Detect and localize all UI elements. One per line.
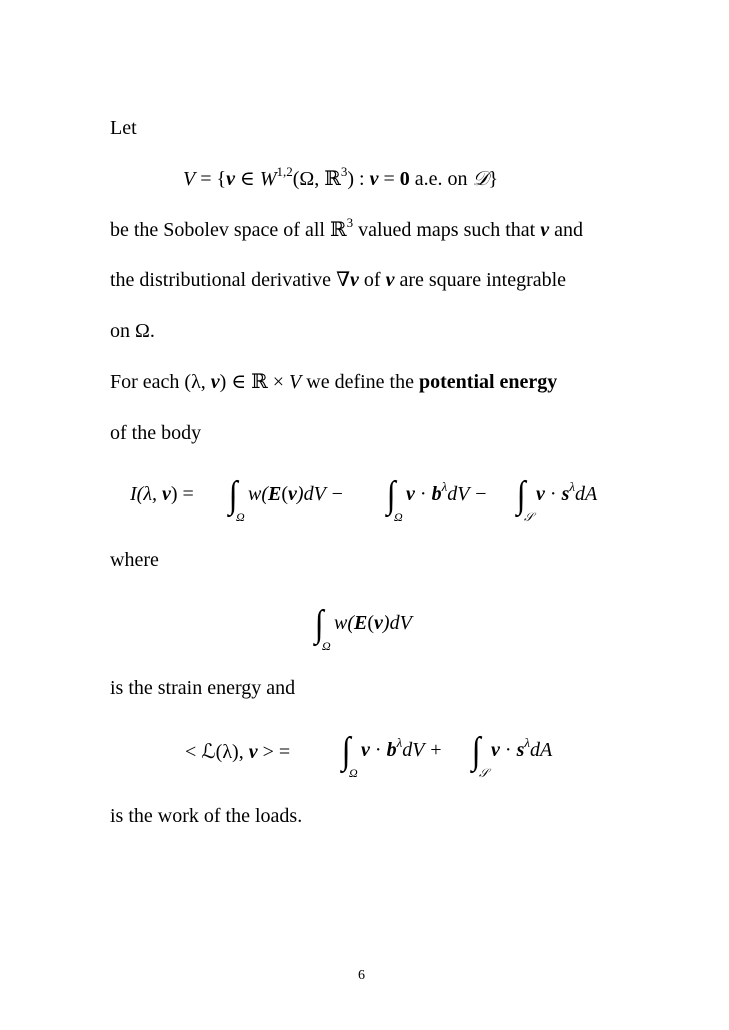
text-line1-v: v	[540, 219, 550, 241]
text-line4-b: ) ∈ ℝ ×	[219, 371, 290, 393]
text-line2-a: the distributional derivative	[110, 269, 337, 291]
eq-i-s: s	[561, 483, 570, 505]
eq-l-t2v: v	[491, 739, 500, 761]
text-work: is the work of the loads.	[110, 805, 303, 827]
eq-i-E: E	[268, 483, 282, 505]
eq-l-t1v: v	[361, 739, 370, 761]
text-line2-nabla: ∇	[336, 269, 351, 291]
eq-v-R-sup: 3	[340, 164, 348, 179]
eq-v-equals2: =	[383, 168, 395, 190]
eq-i-v: v	[161, 483, 171, 505]
paragraph-work	[110, 804, 302, 828]
integral-subscript-omega: Ω	[394, 510, 403, 524]
text-potential-energy: potential energy	[419, 371, 558, 393]
integral-subscript-omega: Ω	[322, 639, 331, 653]
eq-l-t1c: dV +	[402, 739, 443, 761]
paragraph-let	[110, 116, 137, 140]
eq-v-D: 𝒟	[472, 168, 489, 190]
equation-work-of-loads	[185, 730, 585, 789]
text-line3-omega: Ω.	[135, 320, 155, 342]
eq-v-R: ℝ	[324, 166, 341, 190]
eq-i-lambda: λ	[441, 479, 448, 494]
eq-v-close: ) :	[347, 168, 365, 190]
eq-v-lbrace: {	[216, 168, 227, 190]
eq-i-t1c: )dV −	[296, 483, 344, 505]
paragraph-where	[110, 548, 159, 572]
eq-v-W: W	[259, 168, 277, 190]
eq-l-lhs: < ℒ(λ),	[185, 741, 249, 763]
eq-l-v: v	[248, 741, 258, 763]
equation-strain-energy	[308, 603, 458, 662]
paragraph-line-5	[110, 421, 201, 445]
text-line4-c: we define the	[301, 371, 419, 393]
eq-i-lhs: I(λ,	[130, 483, 162, 505]
eq-i-t1v: v	[288, 483, 297, 505]
integral-sign: ∫	[386, 474, 396, 516]
paragraph-line-2	[110, 268, 566, 292]
integral-sign: ∫	[471, 730, 481, 772]
eq-l-lambda2: λ	[524, 735, 530, 750]
eq-v-equals: =	[200, 168, 212, 190]
text-line2-c: are square integrable	[394, 269, 567, 291]
text-line2-b: of	[358, 269, 386, 291]
eq-i-t3c: dA	[575, 483, 598, 505]
text-let: Let	[110, 117, 137, 139]
integral-subscript-s: 𝒮	[524, 510, 534, 524]
eq-l-dot2: ·	[499, 739, 517, 761]
eq-i-t1a: w(	[248, 483, 268, 505]
text-line2-v: v	[350, 269, 359, 291]
text-line4-V: V	[289, 371, 302, 393]
eq-v-lhs: V	[183, 168, 196, 190]
text-strain: is the strain energy and	[110, 677, 296, 699]
eq-i-b: b	[431, 483, 442, 505]
eq-i-term1	[248, 483, 344, 506]
eq-i-term2	[406, 479, 488, 506]
integral-sign: ∫	[341, 730, 351, 772]
eq-i-t3v: v	[536, 483, 545, 505]
eq-v-ae: a.e. on	[414, 168, 468, 190]
integral-subscript-s: 𝒮	[479, 766, 489, 780]
eq-l-lambda: λ	[396, 735, 403, 750]
eq-l-term1	[361, 735, 443, 762]
eq-l-term2	[491, 735, 553, 762]
eq-v-args: (Ω,	[292, 168, 325, 190]
paragraph-line-1	[110, 217, 583, 242]
eq-v-zero: 0	[399, 168, 410, 190]
page-number: 6	[358, 968, 365, 983]
eq-w-b: (	[367, 612, 375, 634]
eq-i-term3	[536, 479, 598, 506]
eq-w-v: v	[374, 612, 383, 634]
eq-i-dot: ·	[414, 483, 432, 505]
eq-v-var2: v	[369, 168, 379, 190]
eq-v-var: v	[226, 168, 235, 190]
paragraph-line-4	[110, 370, 557, 394]
text-where: where	[110, 549, 159, 571]
eq-l-s: s	[516, 739, 525, 761]
text-line1-b: valued maps such that	[353, 219, 541, 241]
eq-i-lhs-close: ) =	[170, 483, 194, 505]
eq-i-lambda2: λ	[569, 479, 575, 494]
eq-w-a: w(	[334, 612, 354, 634]
integral-subscript-omega: Ω	[236, 510, 245, 524]
eq-v-rbrace: }	[488, 168, 499, 190]
eq-l-t2c: dA	[530, 739, 553, 761]
eq-l-b: b	[386, 739, 397, 761]
equation-sobolev-space	[183, 166, 498, 191]
eq-l-lhs-close: > =	[257, 741, 291, 763]
text-line2-v2: v	[385, 269, 395, 291]
text-line1-sup: 3	[346, 215, 354, 230]
text-line4-pair: (λ,	[184, 371, 211, 393]
integral-sign: ∫	[228, 474, 238, 516]
integral-subscript-omega: Ω	[349, 766, 358, 780]
eq-v-in: ∈	[240, 168, 255, 190]
integral-sign: ∫	[314, 603, 324, 645]
eq-w-term	[334, 612, 412, 635]
eq-i-t1b: (	[281, 483, 289, 505]
text-line5: of the body	[110, 422, 202, 444]
text-line4-v: v	[210, 371, 220, 393]
eq-w-E: E	[354, 612, 368, 634]
integral-sign: ∫	[516, 474, 526, 516]
paragraph-strain	[110, 676, 295, 700]
text-line1-c: and	[549, 219, 584, 241]
text-line3-a: on	[110, 320, 135, 342]
text-line4-a: For each	[110, 371, 185, 393]
equation-potential-energy	[130, 474, 630, 533]
eq-w-c: )dV	[382, 612, 412, 634]
eq-i-t2c: dV −	[447, 483, 488, 505]
eq-i-t2v: v	[406, 483, 415, 505]
eq-v-W-sup: 1,2	[276, 164, 293, 179]
eq-l-lhs-group	[185, 739, 290, 764]
paragraph-line-3	[110, 319, 155, 343]
text-line1-a: be the Sobolev space of all	[110, 219, 330, 241]
eq-l-dot: ·	[369, 739, 387, 761]
eq-i-dot2: ·	[544, 483, 562, 505]
eq-i-lhs-group	[130, 483, 194, 506]
text-line1-R: ℝ	[329, 217, 347, 241]
